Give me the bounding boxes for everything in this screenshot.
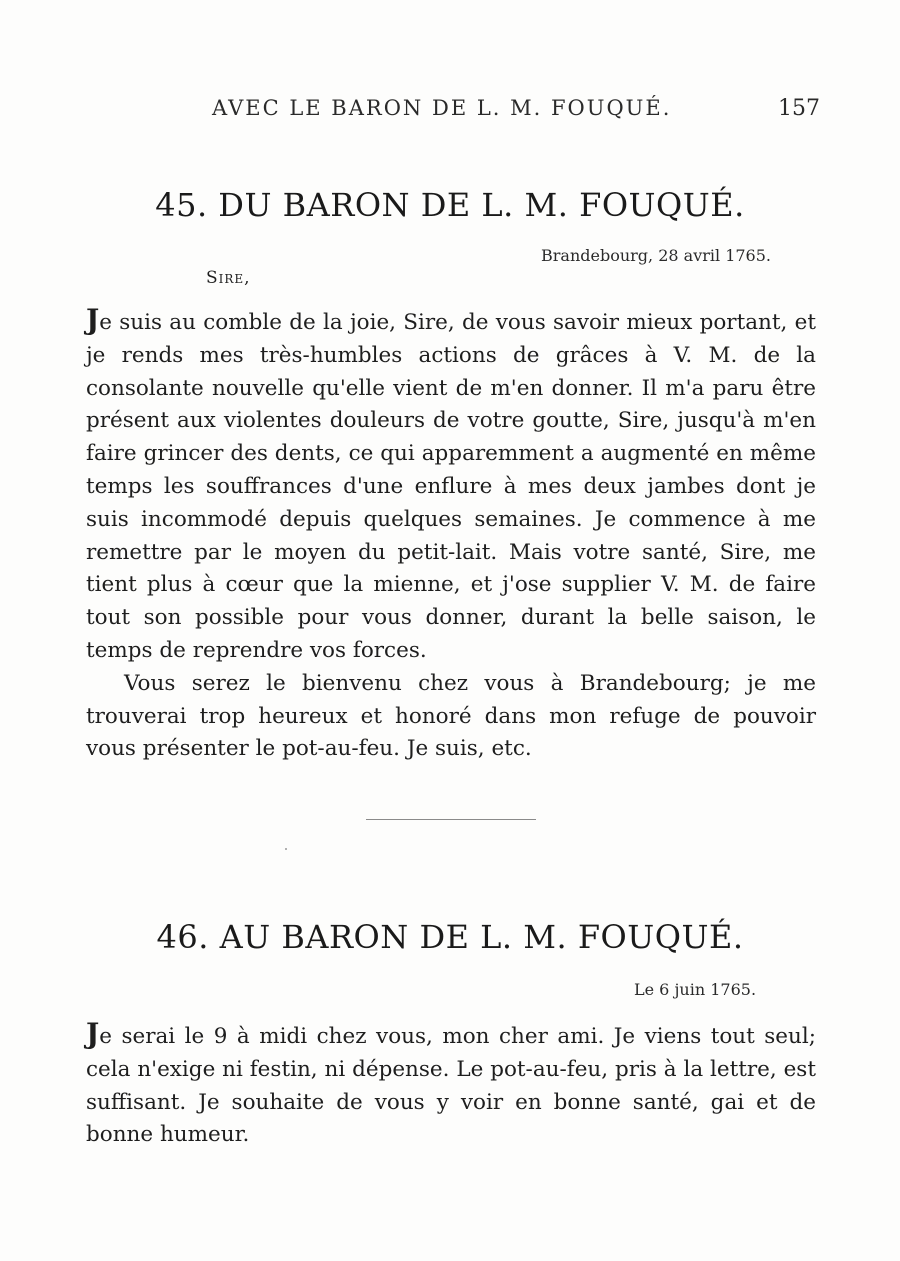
letter-46-body	[86, 1018, 816, 1152]
letter-46-title: AU BARON DE L. M. FOUQUÉ.	[219, 918, 744, 956]
letter-46-heading	[0, 918, 900, 956]
section-divider	[366, 819, 536, 820]
letter-45-number: 45.	[155, 186, 208, 224]
letter-46-number: 46.	[156, 918, 209, 956]
letter-45-dateline: Brandebourg, 28 avril 1765.	[541, 246, 771, 265]
letter-45-heading	[0, 186, 900, 224]
running-head-title: AVEC LE BARON DE L. M. FOUQUÉ.	[212, 96, 672, 120]
letter-46-paragraph-1-text: e serai le 9 à midi chez vous, mon cher ami. Je viens tout seul; cela n'exige ni festin, ni dépense. Le pot-au-feu, pris à la lettre, est suffisant. Je souhaite de vous y voir en bonne santé, gai et de bonne humeur.	[86, 1024, 816, 1148]
letter-46-dateline: Le 6 juin 1765.	[634, 980, 757, 999]
letter-45-dropcap: J	[86, 303, 100, 336]
letter-46-paragraph-1	[86, 1018, 816, 1152]
letter-46-dropcap: J	[86, 1017, 100, 1050]
letter-45-paragraph-1	[86, 304, 816, 668]
print-speck	[285, 848, 287, 850]
letter-45-paragraph-1-text: e suis au comble de la joie, Sire, de vous savoir mieux portant, et je rends mes très-humbles actions de grâces à V. M. de la consolante nouvelle qu'elle vient de m'en donner. Il m'a paru être présent aux violentes douleurs de votre goutte, Sire, jusqu'à m'en faire grincer des dents, ce qui apparemment a augmenté en même temps les souffrances d'une enflure à mes deux jambes dont je suis incommodé depuis quelques semaines. Je commence à me remettre par le moyen du petit-lait. Mais votre santé, Sire, me tient plus à cœur que la mienne, et j'ose supplier V. M. de faire tout son possible pour vous donner, durant la belle saison, le temps de reprendre vos forces.	[86, 310, 816, 663]
letter-45-salutation: Sire,	[206, 268, 251, 288]
letter-45-body	[86, 304, 816, 766]
letter-45-title: DU BARON DE L. M. FOUQUÉ.	[218, 186, 745, 224]
letter-45-paragraph-2: Vous serez le bienvenu chez vous à Brandebourg; je me trouverai trop heureux et honoré dans mon refuge de pouvoir vous présenter le pot-au-feu. Je suis, etc.	[86, 670, 816, 762]
page-number: 157	[778, 96, 820, 121]
